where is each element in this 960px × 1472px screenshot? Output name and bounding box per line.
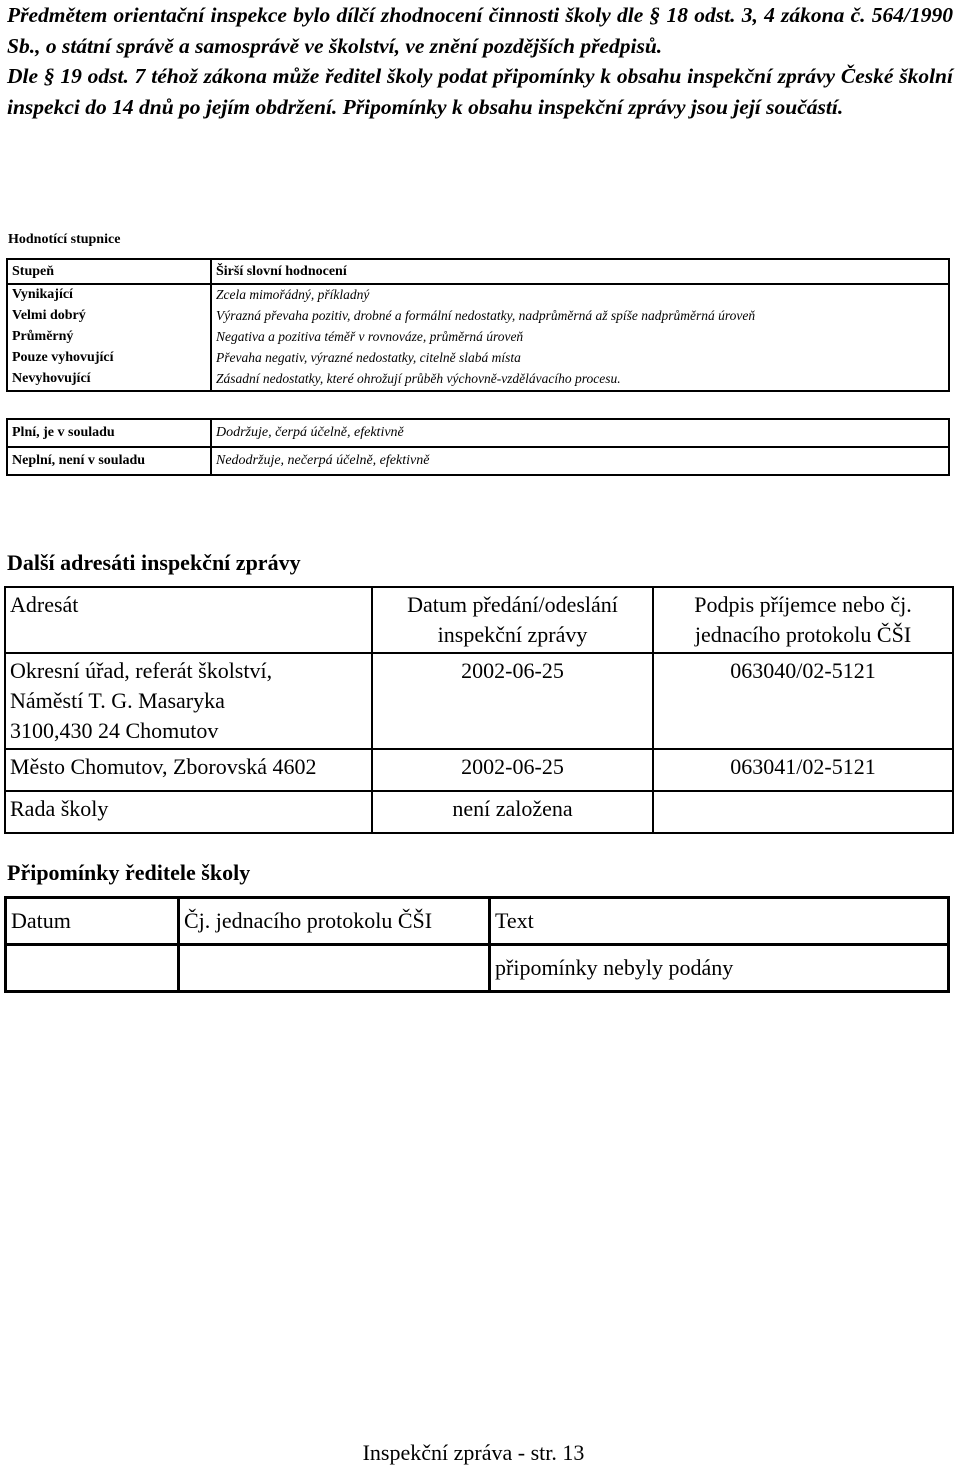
rating-scale-table bbox=[6, 258, 950, 392]
table-row bbox=[6, 945, 949, 992]
table-row bbox=[7, 306, 949, 327]
table-row bbox=[5, 749, 953, 791]
grade-cell: Vynikající bbox=[7, 284, 211, 306]
compliance-label: Plní, je v souladu bbox=[7, 419, 211, 447]
description-header: Širší slovní hodnocení bbox=[211, 259, 949, 284]
intro-text bbox=[7, 0, 953, 122]
table-row bbox=[5, 653, 953, 749]
date-cell: 2002-06-25 bbox=[372, 749, 653, 791]
table-row bbox=[7, 369, 949, 391]
table-row bbox=[5, 791, 953, 833]
date-cell: není založena bbox=[372, 791, 653, 833]
recipients-table bbox=[4, 586, 954, 834]
recipient-cell: Město Chomutov, Zborovská 4602 bbox=[5, 749, 372, 791]
table-row bbox=[7, 327, 949, 348]
compliance-table bbox=[6, 418, 950, 476]
recipient-header: Adresát bbox=[5, 587, 372, 653]
date-cell: 2002-06-25 bbox=[372, 653, 653, 749]
table-row bbox=[7, 447, 949, 475]
recipient-line: 3100,430 24 Chomutov bbox=[10, 718, 219, 743]
recipient-line: Okresní úřad, referát školství, bbox=[10, 658, 273, 683]
table-row bbox=[7, 284, 949, 306]
page-number-label: Inspekční zpráva - str. 13 bbox=[362, 1440, 585, 1465]
compliance-description: Nedodržuje, nečerpá účelně, efektivně bbox=[216, 453, 430, 468]
reference-cell: 063040/02-5121 bbox=[653, 653, 953, 749]
table-header-row bbox=[6, 898, 949, 945]
description-cell: Převaha negativ, výrazné nedostatky, citelně slabá místa bbox=[216, 350, 521, 365]
grade-cell: Nevyhovující bbox=[7, 369, 211, 391]
intro-paragraph-1: Předmětem orientační inspekce bylo dílčí zhodnocení činnosti školy dle § 18 odst. 3, 4 zákona č. 564/1990 Sb., o státní správě a samosprávě ve školství, ve znění pozdějších předpisů. bbox=[7, 3, 953, 58]
description-cell: Zásadní nedostatky, které ohrožují průběh výchovně-vzdělávacího procesu. bbox=[216, 371, 621, 386]
reference-cell bbox=[179, 945, 490, 992]
text-cell: připomínky nebyly podány bbox=[495, 955, 734, 980]
comments-heading: Připomínky ředitele školy bbox=[7, 860, 251, 885]
signature-header-line-1: Podpis příjemce nebo čj. bbox=[694, 592, 912, 617]
table-header-row bbox=[5, 587, 953, 653]
date-cell bbox=[6, 945, 179, 992]
date-header-line-1: Datum předání/odeslání bbox=[407, 592, 618, 617]
compliance-description: Dodržuje, čerpá účelně, efektivně bbox=[211, 419, 949, 447]
grade-cell: Velmi dobrý bbox=[7, 306, 211, 327]
grade-cell: Pouze vyhovující bbox=[7, 348, 211, 369]
intro-paragraph-2: Dle § 19 odst. 7 téhož zákona může ředitel školy podat připomínky k obsahu inspekční zprávy České školní inspekci do 14 dnů po jejím obdržení. Připomínky k obsahu inspekční zprávy jsou její součástí. bbox=[7, 64, 953, 119]
reference-cell: 063041/02-5121 bbox=[653, 749, 953, 791]
description-cell: Výrazná převaha pozitiv, drobné a formální nedostatky, nadprůměrná až spíše nadprůměrná úroveň bbox=[216, 308, 756, 323]
recipient-cell: Rada školy bbox=[5, 791, 372, 833]
reference-cell bbox=[653, 791, 953, 833]
description-cell: Negativa a pozitiva téměř v rovnováze, průměrná úroveň bbox=[216, 329, 524, 344]
recipient-cell bbox=[5, 653, 372, 749]
compliance-label: Neplní, není v souladu bbox=[7, 447, 211, 475]
description-cell: Zcela mimořádný, příkladný bbox=[216, 287, 370, 302]
date-header-line-2: inspekční zprávy bbox=[437, 622, 588, 647]
text-header: Text bbox=[490, 898, 949, 945]
signature-header-line-2: jednacího protokolu ČŠI bbox=[694, 622, 912, 647]
reference-header: Čj. jednacího protokolu ČŠI bbox=[179, 898, 490, 945]
page-footer bbox=[0, 1440, 960, 1466]
table-row bbox=[7, 419, 949, 447]
signature-header bbox=[653, 587, 953, 653]
comments-table bbox=[4, 896, 950, 993]
recipient-line: Náměstí T. G. Masaryka bbox=[10, 688, 225, 713]
date-header bbox=[372, 587, 653, 653]
grade-header: Stupeň bbox=[7, 259, 211, 284]
table-row bbox=[7, 348, 949, 369]
scale-title: Hodnotící stupnice bbox=[8, 232, 121, 247]
recipients-heading: Další adresáti inspekční zprávy bbox=[7, 550, 301, 575]
date-header: Datum bbox=[6, 898, 179, 945]
table-header-row bbox=[7, 259, 949, 284]
grade-cell: Průměrný bbox=[7, 327, 211, 348]
